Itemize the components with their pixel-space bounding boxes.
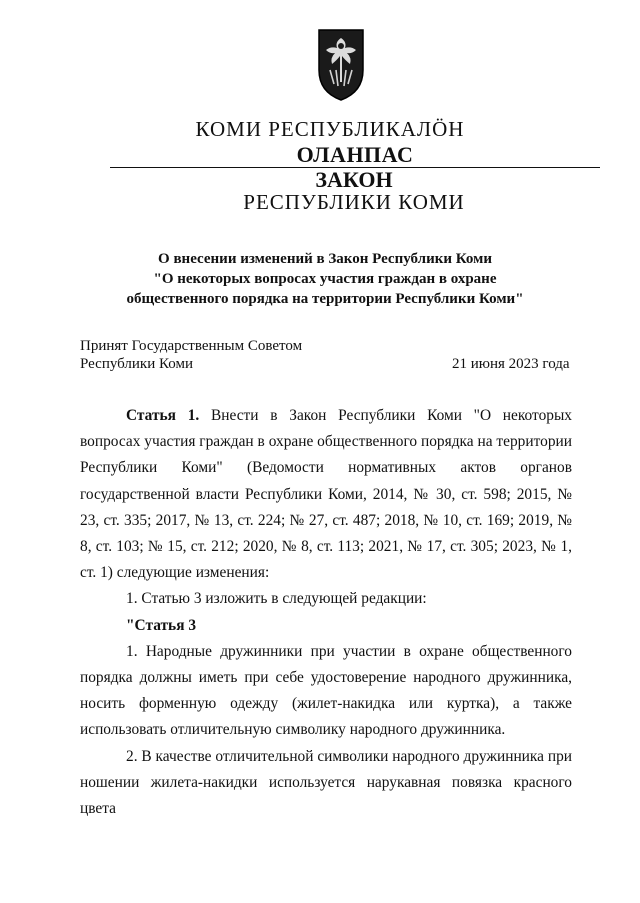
article-3-label: "Статья 3 [126,616,197,634]
header-respubliki-komi: РЕСПУБЛИКИ КОМИ [243,190,465,214]
article-1-label: Статья 1. [126,407,200,424]
adoption-date: 21 июня 2023 года [452,356,570,372]
document-body [80,403,572,822]
komi-coat-of-arms-icon [316,26,366,102]
adoption-line: Принят Государственным Советом [80,338,303,354]
adoption-line: Республики Коми [80,356,193,372]
article-3-p2-text: 2. В качестве отличительной символики народного дружинника при ношении жилета-накидки используется нарукавная повязка красного цвета [80,747,573,818]
article-3-p1-text: 1. Народные дружинники при участии в охране общественного порядка должны иметь при себе удостоверение народного дружинника, носить форменную одежду (жилет-накидка или куртка), а также использовать отличительную символику народного дружинника. [80,642,572,739]
adoption-info [80,337,302,373]
article-1-text: Внести в Закон Республики Коми "О некоторых вопросах участия граждан в охране общественного порядка на территории Республики Коми" (Ведомости нормативных актов органов государственной власти Республики Коми, 2014, № 30, ст. 598; 2015, № 23, ст. 335; 2017, № 13, ст. 224; № 27, ст. 487; 2018, № 10, ст. 169; 2019, № 8, ст. 103; № 15, ст. 212; 2020, № 8, ст. 113; 2021, № 17, ст. 305; 2023, № 1, ст. 1) следующие изменения: [80,407,573,582]
header-olanpas: ОЛАНПАС [296,142,414,167]
item-1: 1. Статью 3 изложить в следующей редакции: [126,590,427,608]
law-title-line: "О некоторых вопросах участия граждан в охране [153,271,497,287]
header-zakon: ЗАКОН [315,167,393,192]
article-3-paragraph-2 [80,744,572,823]
article-3-paragraph-1 [80,639,572,744]
article-1-paragraph [80,403,572,586]
header-komi-republic: КОМИ РЕСПУБЛИКАЛÖН [195,117,465,141]
law-title-line: О внесении изменений в Закон Республики Коми [158,251,492,267]
law-title [80,249,570,309]
law-title-line: общественного порядка на территории Республики Коми" [126,291,524,307]
